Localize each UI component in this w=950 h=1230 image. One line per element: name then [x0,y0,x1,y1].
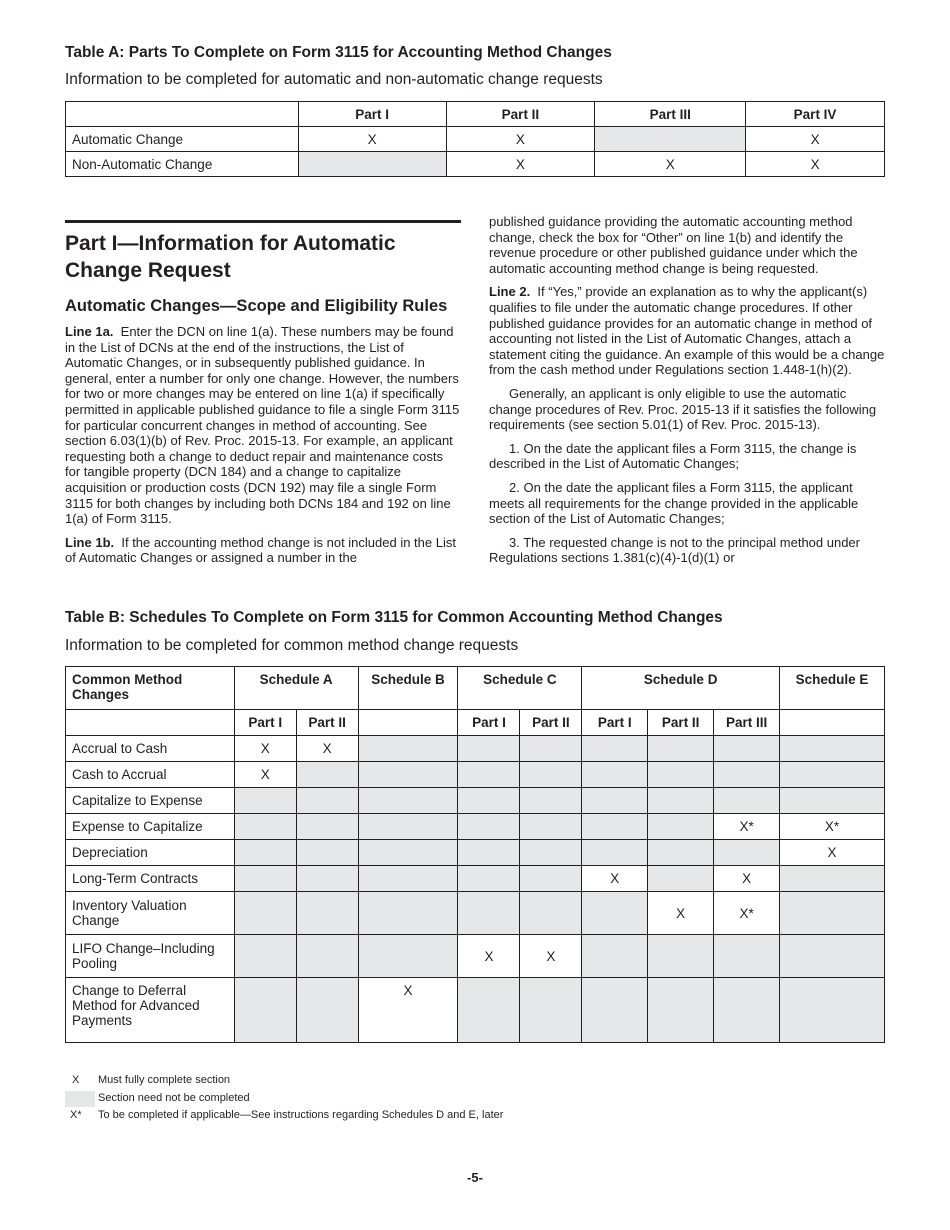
table-b-cell: X [458,935,520,978]
table-b-row-label: Change to Deferral Method for Advanced Payments [66,978,235,1043]
table-b-cell-shaded [714,762,780,788]
legend-shade-swatch [65,1091,95,1107]
table-b-cell-shaded [520,866,582,892]
table-a-cell: X [746,152,885,177]
table-b-cell-shaded [648,814,714,840]
table-a-row [66,152,885,177]
table-b-cell-shaded [520,788,582,814]
table-b-row [66,866,885,892]
subpart-header: Part I [458,710,520,736]
table-b-row-label: Accrual to Cash [66,736,235,762]
table-b-cell-shaded [714,978,780,1043]
table-b-cell: X* [714,814,780,840]
eligibility-paragraph: Generally, an applicant is only eligible to use the automatic change procedures of Rev. Proc. 2015-13 if it satisfies the following requirements (see section 5.01(1) of Rev. Proc. 2015-13). [489,385,877,433]
table-b-cell-shaded [714,736,780,762]
table-b-cell: X [520,935,582,978]
table-b-cell-shaded [582,892,648,935]
table-a-corner [66,102,299,127]
table-b-row-label: Cash to Accrual [66,762,235,788]
table-b-cell: X [714,866,780,892]
table-b-row [66,840,885,866]
table-b [65,666,885,1043]
table-b-body [66,736,885,1043]
guidance-continuation: published guidance providing the automatic accounting method change, check the box for “Other” on line 1(b) and identify the revenue procedure or other published guidance under which the automatic accounting method change is being requested. [489,214,858,276]
table-b-cell-shaded [648,978,714,1043]
table-b-cell-shaded [648,935,714,978]
table-a-header-row [66,102,885,127]
schedule-d-header: Schedule D [582,667,780,710]
table-b-cell-shaded [780,935,885,978]
table-b-cell-shaded [648,840,714,866]
table-b-row [66,978,885,1043]
table-b-row-label: Capitalize to Expense [66,788,235,814]
table-b-cell-shaded [582,935,648,978]
table-b-cell-shaded [780,978,885,1043]
table-b-row-label: Depreciation [66,840,235,866]
table-b-cell-shaded [582,788,648,814]
schedule-a-header: Schedule A [234,667,358,710]
table-a-cell: X [298,127,446,152]
line2-lead: Line 2. [489,284,531,300]
table-b-cell-shaded [714,788,780,814]
table-b-cell-shaded [582,814,648,840]
table-b-row-label: Expense to Capitalize [66,814,235,840]
table-b-subheader-empty [66,710,235,736]
table-b-cell-shaded [234,866,296,892]
table-b-cell-shaded [296,866,358,892]
table-b-cell-shaded [296,892,358,935]
subpart-header: Part I [582,710,648,736]
table-b-cell-shaded [458,814,520,840]
table-b-cell-shaded [234,978,296,1043]
table-a-cell-shaded [595,127,746,152]
line1b-lead: Line 1b. [65,534,115,550]
table-b-cell-shaded [358,840,458,866]
table-a [65,101,885,177]
table-b-cell: X [234,762,296,788]
requirement-2: 2. On the date the applicant files a Form 3115, the applicant meets all requirements for the change provided in the applicable section of the List of Automatic Changes; [489,479,859,527]
table-a-cell: X [446,127,595,152]
table-b-row-label: Long-Term Contracts [66,866,235,892]
table-b-cell-shaded [296,840,358,866]
table-b-cell-shaded [458,736,520,762]
table-b-header-row [66,667,885,710]
subpart-header: Part II [520,710,582,736]
table-b-cell-shaded [780,892,885,935]
table-b-cell-shaded [648,788,714,814]
table-b-row [66,736,885,762]
table-a-header: Part II [446,102,595,127]
table-b-subtitle: Information to be completed for common method change requests [65,637,519,654]
subpart-header: Part I [234,710,296,736]
table-b-row-label: LIFO Change–Including Pooling [66,935,235,978]
table-b-row [66,814,885,840]
table-b-subheader-row [66,710,885,736]
table-b-cell-shaded [520,978,582,1043]
table-b-cell-shaded [648,736,714,762]
table-b-cell-shaded [296,814,358,840]
table-a-title: Table A: Parts To Complete on Form 3115 for Accounting Method Changes [65,44,612,61]
table-a-row-label: Non-Automatic Change [66,152,299,177]
line2-paragraph [489,284,885,378]
subpart-header-empty [780,710,885,736]
table-b-cell-shaded [358,866,458,892]
subpart-header: Part II [648,710,714,736]
table-b-cell-shaded [648,762,714,788]
schedule-c-header: Schedule C [458,667,582,710]
table-a-row-label: Automatic Change [66,127,299,152]
table-b-row [66,892,885,935]
line1a-lead: Line 1a. [65,324,114,339]
table-b-cell-shaded [458,892,520,935]
line2-text: If “Yes,” provide an explanation as to why the applicant(s) qualifies to file under the automatic change procedures. If other published guidance provides for an automatic change in method of accounting not listed in the List of Automatic Changes, attach a statement citing the guidance. An example of this would be a change from the cash method under Regulations section 1.448-1(h)(2). [489,284,885,378]
table-a-cell-shaded [298,152,446,177]
part1-subheading: Automatic Changes—Scope and Eligibility Rules [65,297,448,315]
table-a-subtitle: Information to be completed for automatic and non-automatic change requests [65,71,603,88]
table-b-cell: X [296,736,358,762]
legend-x-text: Must fully complete section [98,1074,231,1086]
requirement-3: 3. The requested change is not to the principal method under Regulations sections 1.381(c)(4)-1(d)(1) or [489,534,860,566]
part1-heading: Part I—Information for Automatic Change Request [65,232,396,282]
schedule-b-header: Schedule B [358,667,458,710]
table-b-cell-shaded [714,840,780,866]
table-b-title: Table B: Schedules To Complete on Form 3115 for Common Accounting Method Changes [65,609,723,626]
table-b-cell: X [780,840,885,866]
table-b-cell-shaded [358,762,458,788]
table-b-cell-shaded [458,840,520,866]
table-b-cell-shaded [296,762,358,788]
table-b-cell-shaded [458,762,520,788]
schedule-e-header: Schedule E [780,667,885,710]
table-b-cell-shaded [780,788,885,814]
table-b-cell-shaded [234,935,296,978]
table-b-cell-shaded [582,840,648,866]
table-b-cell-shaded [520,762,582,788]
table-b-cell-shaded [458,788,520,814]
table-b-cell-shaded [458,978,520,1043]
table-b-corner: Common Method Changes [66,667,235,710]
table-b-cell-shaded [520,892,582,935]
table-a-cell: X [746,127,885,152]
table-b-cell-shaded [520,736,582,762]
table-a-header: Part III [595,102,746,127]
table-a-row [66,127,885,152]
table-a-header: Part I [298,102,446,127]
table-a-cell: X [446,152,595,177]
table-b-cell-shaded [582,736,648,762]
table-b-cell-shaded [358,814,458,840]
table-b-cell-shaded [520,840,582,866]
table-b-cell-shaded [780,866,885,892]
table-a-cell: X [595,152,746,177]
table-b-cell-shaded [582,762,648,788]
line1a-paragraph [65,324,461,527]
table-b-cell-shaded [358,892,458,935]
table-b-row-label: Inventory Valuation Change [66,892,235,935]
table-b-cell-shaded [358,736,458,762]
line1b-text: If the accounting method change is not included in the List of Automatic Changes or assigned a number in the [65,534,456,566]
line1a-text: Enter the DCN on line 1(a). These numbers may be found in the List of DCNs at the end of the instructions, the List of Automatic Changes, or in subsequently published guidance. In general, enter a number for only one change. However, the numbers for two or more changes may be entered on line 1(a) if specifically permitted in applicable published guidance to file a single Form 3115 for particular concurrent changes in method of accounting. See section 6.03(1)(b) of Rev. Proc. 2015-13. For example, an applicant requesting both a change to deduct repair and maintenance costs for tangible property (DCN 184) and a change to capitalize acquisition or production costs (DCN 192) may file a single Form 3115 for both changes by including both DCNs 184 and 192 on line 1(a) of Form 3115. [65,324,460,527]
legend-x-symbol: X [72,1074,80,1086]
section-rule [65,220,461,223]
legend-shade-text: Section need not be completed [98,1091,250,1104]
table-b-row [66,788,885,814]
table-b-cell-shaded [780,762,885,788]
line1b-paragraph [65,535,461,566]
right-column [489,214,885,574]
table-b-cell-shaded [234,840,296,866]
table-b-cell-shaded [296,935,358,978]
table-b-cell-shaded [780,736,885,762]
table-b-cell-shaded [234,892,296,935]
table-b-cell-shaded [234,788,296,814]
table-b-cell: X* [714,892,780,935]
left-column [65,230,461,574]
table-b-cell-shaded [358,935,458,978]
requirement-1: 1. On the date the applicant files a Form 3115, the change is described in the List of Automatic Changes; [489,440,857,472]
table-b-cell-shaded [648,866,714,892]
table-b-cell: X [582,866,648,892]
subpart-header-empty [358,710,458,736]
legend-xstar-text: To be completed if applicable—See instructions regarding Schedules D and E, later [98,1109,504,1121]
table-b-cell: X [358,978,458,1043]
subpart-header: Part III [714,710,780,736]
table-b-row [66,935,885,978]
table-b-cell-shaded [358,788,458,814]
table-b-row [66,762,885,788]
table-b-cell: X [648,892,714,935]
table-b-cell-shaded [234,814,296,840]
legend-xstar-symbol: X* [70,1109,82,1121]
table-b-cell-shaded [520,814,582,840]
table-b-cell: X* [780,814,885,840]
subpart-header: Part II [296,710,358,736]
table-b-cell-shaded [714,935,780,978]
table-b-cell-shaded [296,978,358,1043]
table-a-header: Part IV [746,102,885,127]
table-b-cell-shaded [296,788,358,814]
table-b-cell: X [234,736,296,762]
page-number: -5- [467,1170,483,1185]
table-b-cell-shaded [582,978,648,1043]
table-b-cell-shaded [458,866,520,892]
